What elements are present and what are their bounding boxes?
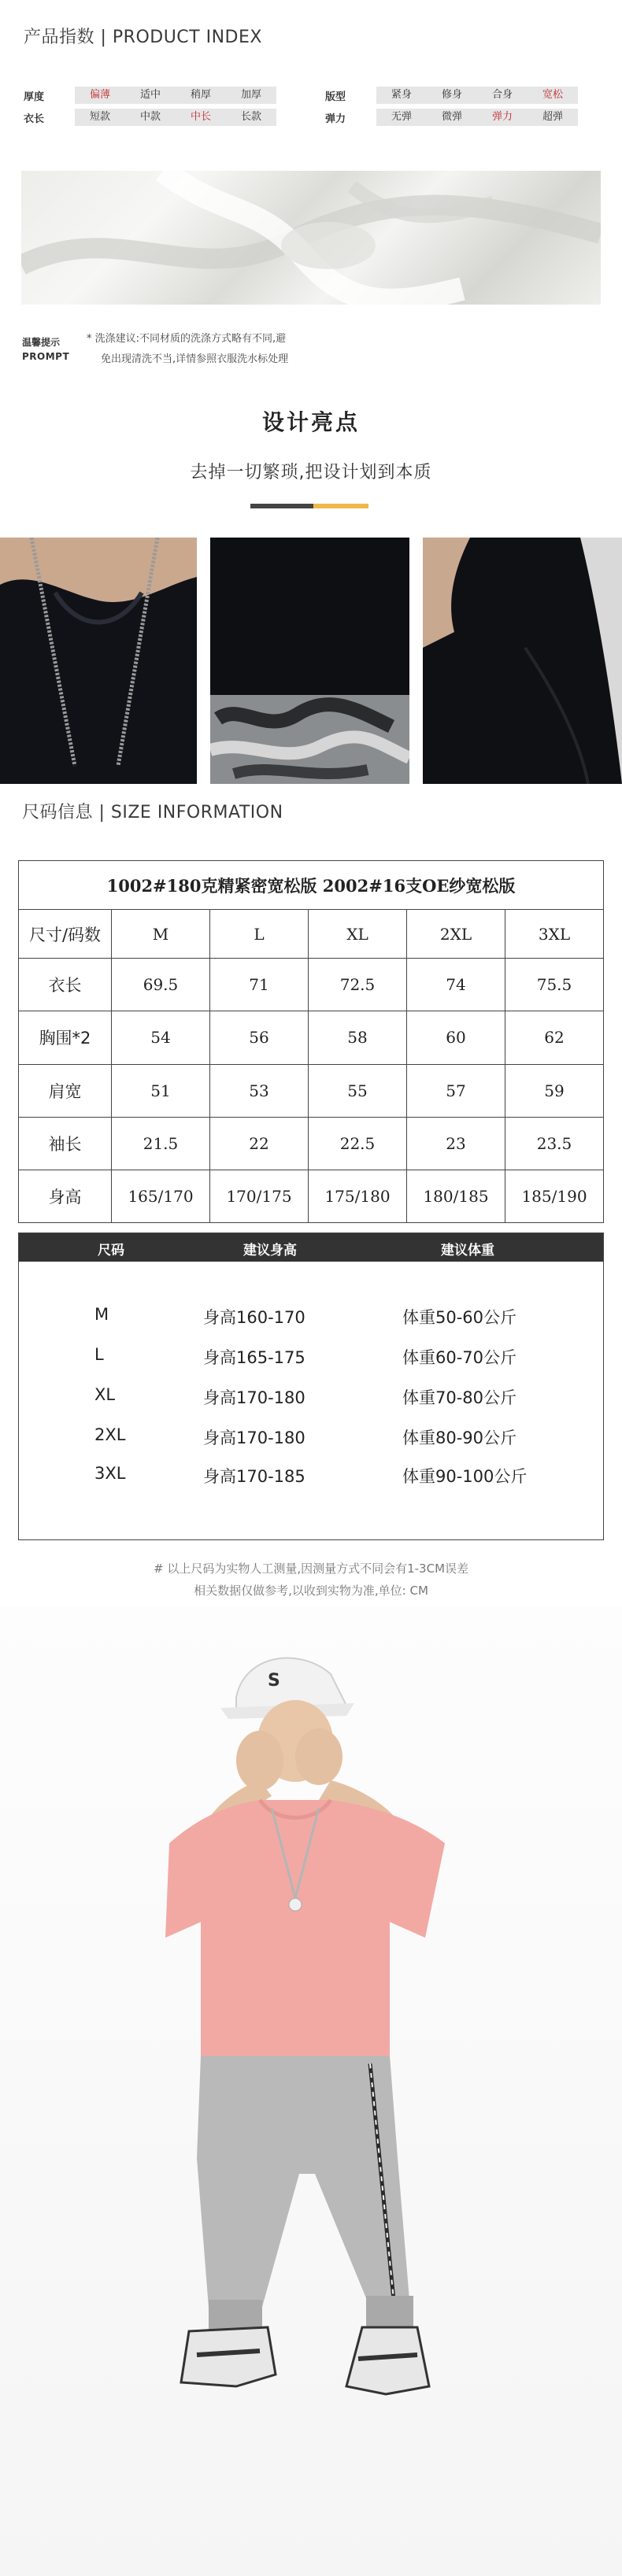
recommend-col-height: 建议身高 (243, 1243, 297, 1258)
recommend-height: 身高170-180 (203, 1428, 305, 1447)
table-cell: 185/190 (505, 1170, 604, 1222)
row-label: 身高 (19, 1170, 112, 1222)
recommend-weight: 体重80-90公斤 (402, 1428, 517, 1447)
index-option: 超弹 (542, 111, 563, 123)
table-cell: 21.5 (112, 1117, 210, 1170)
index-option: 加厚 (240, 89, 261, 101)
table-cell: 22.5 (309, 1117, 407, 1170)
table-row (19, 1170, 604, 1222)
index-option: 宽松 (542, 89, 563, 101)
table-cell: 59 (505, 1064, 604, 1117)
row-label: 衣长 (19, 959, 112, 1011)
table-row (19, 959, 604, 1011)
index-option: 稍厚 (190, 89, 211, 101)
table-cell: 62 (505, 1011, 604, 1064)
table-cell: 165/170 (112, 1170, 210, 1222)
column-header: 2XL (407, 910, 505, 959)
table-cell: 53 (210, 1064, 309, 1117)
recommend-height: 身高170-180 (203, 1388, 305, 1407)
index-option: 适中 (139, 89, 161, 101)
wash-advice-line: 免出现清洗不当,详情参照衣服洗水标处理 (101, 353, 289, 365)
column-header: L (210, 910, 309, 959)
wash-advice-line: * 洗涤建议:不同材质的洗涤方式略有不同,避 (87, 333, 287, 345)
table-cell: 55 (309, 1064, 407, 1117)
divider-bar (250, 504, 313, 508)
index-option: 合身 (491, 89, 513, 101)
table-cell: 58 (309, 1011, 407, 1064)
index-option: 短款 (89, 111, 110, 123)
divider-bar-accent (313, 504, 368, 508)
recommend-size: 2XL (94, 1425, 126, 1444)
row-label: 胸围*2 (19, 1011, 112, 1064)
table-cell: 71 (210, 959, 309, 1011)
measurement-note: 相关数据仅做参考,以收到实物为准,单位: CM (194, 1584, 428, 1598)
index-option: 弹力 (491, 111, 513, 123)
table-cell: 22 (210, 1117, 309, 1170)
svg-text:S: S (268, 1671, 280, 1691)
index-row-elasticity (376, 109, 578, 126)
table-cell: 51 (112, 1064, 210, 1117)
recommend-size: M (94, 1305, 109, 1324)
recommend-size: 3XL (94, 1464, 126, 1483)
column-header: XL (309, 910, 407, 959)
table-cell: 72.5 (309, 959, 407, 1011)
index-row-length (75, 109, 276, 126)
table-cell: 54 (112, 1011, 210, 1064)
table-cell: 180/185 (407, 1170, 505, 1222)
row-label: 袖长 (19, 1117, 112, 1170)
table-cell: 57 (407, 1064, 505, 1117)
size-info-title: 尺码信息 | SIZE INFORMATION (22, 803, 283, 822)
detail-photo-hem (210, 538, 409, 784)
recommend-header (19, 1233, 603, 1262)
index-option: 紧身 (391, 89, 412, 101)
table-row (19, 1064, 604, 1117)
product-index-title: 产品指数 | PRODUCT INDEX (24, 28, 262, 47)
recommend-col-size: 尺码 (98, 1243, 124, 1258)
row-label: 肩宽 (19, 1064, 112, 1117)
column-header: 尺寸/码数 (19, 910, 112, 959)
index-label-elasticity: 弹力 (325, 113, 346, 125)
table-cell: 74 (407, 959, 505, 1011)
table-cell: 60 (407, 1011, 505, 1064)
recommend-height: 身高170-185 (203, 1467, 305, 1486)
table-row (19, 1117, 604, 1170)
detail-photo-neck (0, 538, 197, 784)
table-cell: 170/175 (210, 1170, 309, 1222)
highlight-title: 设计亮点 (261, 409, 360, 435)
index-option: 无弹 (391, 111, 412, 123)
column-header: 3XL (505, 910, 604, 959)
index-option: 偏薄 (89, 89, 110, 101)
recommend-height: 身高160-170 (203, 1308, 305, 1327)
recommend-height: 身高165-175 (203, 1348, 305, 1367)
highlight-subtitle: 去掉一切繁琐,把设计划到本质 (190, 463, 432, 482)
detail-photo-sleeve (423, 538, 622, 784)
table-row (19, 1011, 604, 1064)
index-option: 修身 (441, 89, 462, 101)
table-cell: 56 (210, 1011, 309, 1064)
table-cell: 69.5 (112, 959, 210, 1011)
table-cell: 23.5 (505, 1117, 604, 1170)
index-option: 长款 (240, 111, 261, 123)
wash-advice (87, 329, 386, 370)
size-table (18, 860, 604, 1223)
index-row-thickness (75, 87, 276, 104)
model-photo (0, 1607, 622, 2576)
recommend-panel (18, 1233, 604, 1540)
table-cell: 175/180 (309, 1170, 407, 1222)
index-label-fit: 版型 (325, 91, 346, 103)
recommend-size: L (94, 1345, 104, 1364)
index-label-length: 衣长 (24, 113, 45, 125)
recommend-size: XL (94, 1385, 116, 1404)
index-label-thickness: 厚度 (24, 91, 45, 103)
prompt-label-en: PROMPT (22, 351, 70, 362)
index-option: 中款 (139, 111, 161, 123)
table-cell: 75.5 (505, 959, 604, 1011)
recommend-col-weight: 建议体重 (441, 1243, 494, 1258)
size-table-header: 1002#180克精紧密宽松版 2002#16支OE纱宽松版 (19, 861, 604, 910)
measurement-note: # 以上尺码为实物人工测量,因测量方式不同会有1-3CM误差 (153, 1561, 469, 1576)
column-header: M (112, 910, 210, 959)
table-cell: 23 (407, 1117, 505, 1170)
recommend-weight: 体重70-80公斤 (402, 1388, 517, 1407)
index-row-fit (376, 87, 578, 104)
prompt-label-cn: 温馨提示 (22, 337, 61, 348)
recommend-weight: 体重50-60公斤 (402, 1308, 517, 1327)
recommend-weight: 体重90-100公斤 (402, 1467, 528, 1486)
fabric-closeup-image (21, 171, 601, 305)
index-option: 微弹 (441, 111, 462, 123)
index-option: 中长 (190, 111, 211, 123)
recommend-weight: 体重60-70公斤 (402, 1348, 517, 1367)
